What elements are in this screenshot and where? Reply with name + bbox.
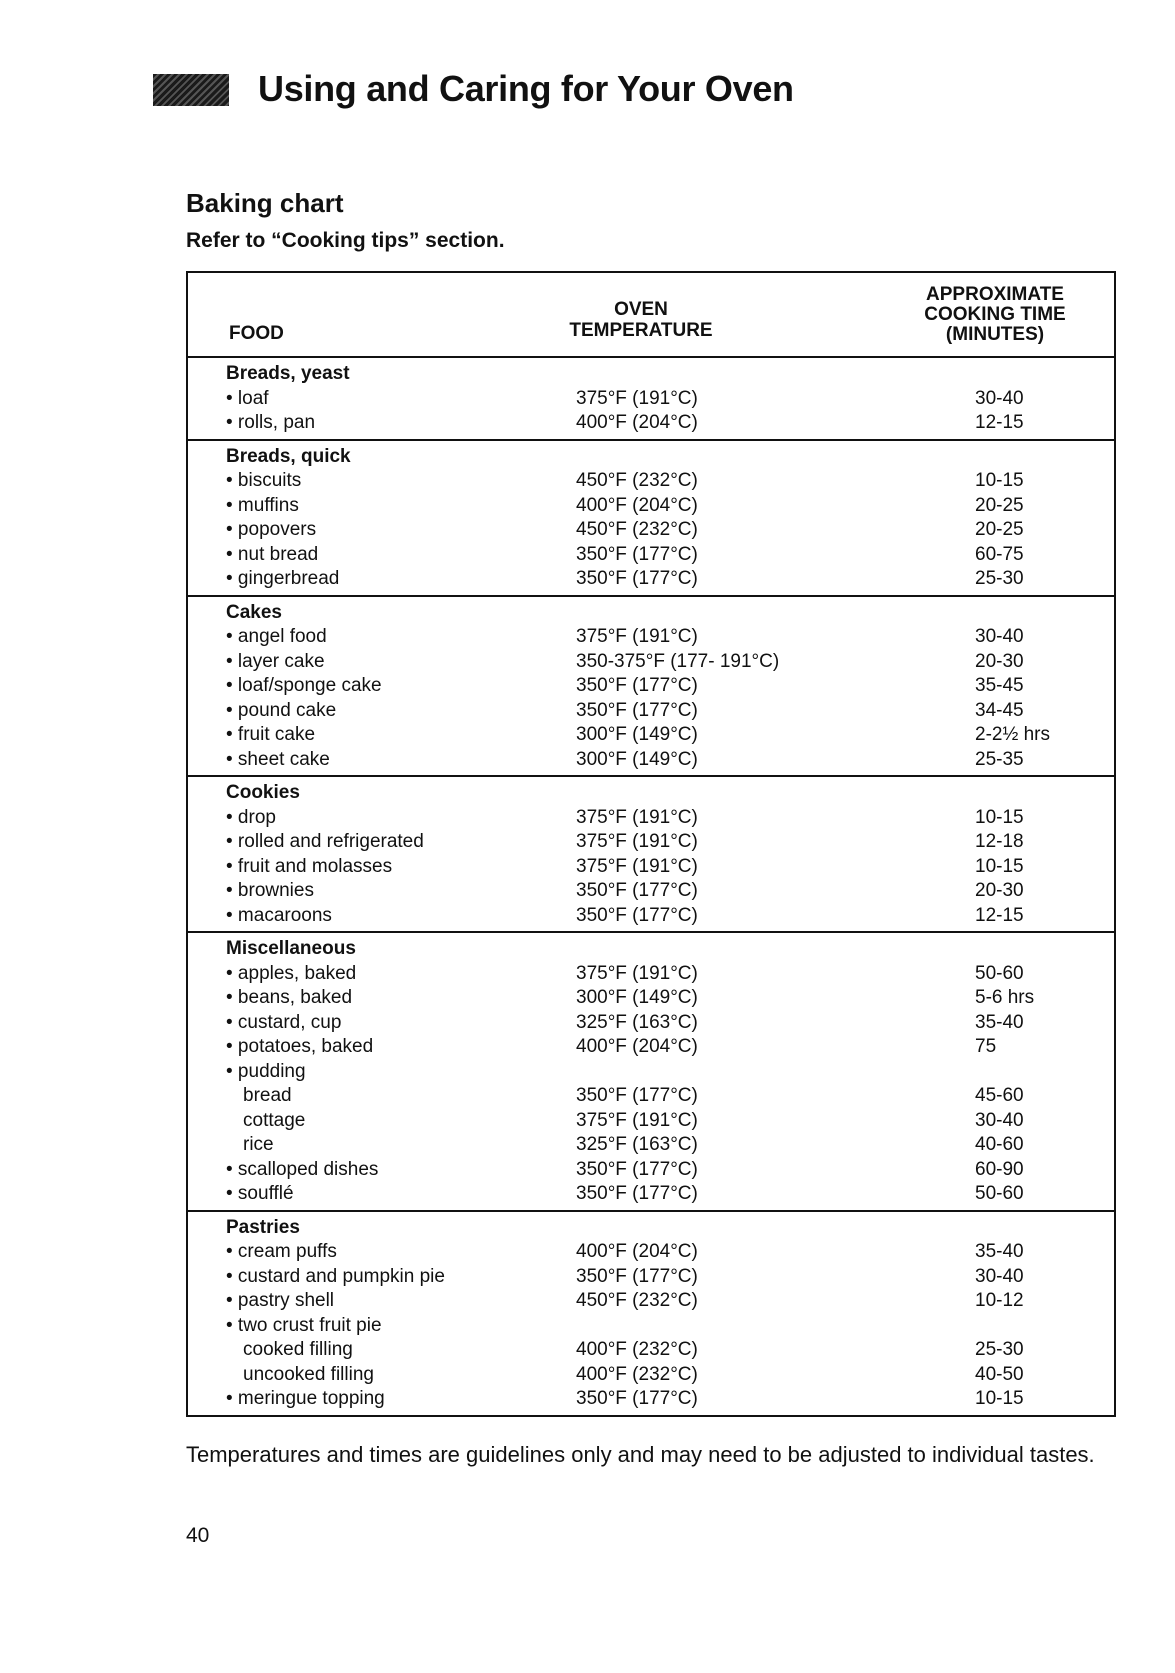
category-row bbox=[188, 937, 1114, 962]
page-header-title: Using and Caring for Your Oven bbox=[258, 68, 794, 109]
time-cell: 40-50 bbox=[975, 1363, 1024, 1385]
table-row bbox=[188, 1035, 1114, 1060]
time-cell: 30-40 bbox=[975, 626, 1024, 647]
table-row bbox=[188, 879, 1114, 904]
baking-chart-table bbox=[186, 271, 1116, 1417]
temperature-cell: 375°F (191°C) bbox=[576, 387, 698, 409]
category-row bbox=[188, 601, 1114, 626]
food-cell: • cream puffs bbox=[226, 1241, 337, 1262]
time-cell: 35-40 bbox=[975, 1241, 1024, 1262]
table-row bbox=[188, 1133, 1114, 1158]
time-cell: 10-15 bbox=[975, 806, 1024, 828]
category-label: Breads, yeast bbox=[226, 363, 350, 384]
table-row bbox=[188, 494, 1114, 519]
temperature-cell: 400°F (204°C) bbox=[576, 1241, 698, 1262]
temperature-cell: 300°F (149°C) bbox=[576, 987, 698, 1008]
table-row bbox=[188, 674, 1114, 699]
table-header bbox=[188, 273, 1114, 358]
table-row bbox=[188, 1240, 1114, 1265]
table-row bbox=[188, 1084, 1114, 1109]
column-header-time-line3: (MINUTES) bbox=[945, 324, 1045, 345]
table-row bbox=[188, 748, 1114, 773]
food-cell: • pudding bbox=[226, 1060, 306, 1082]
temperature-cell: 325°F (163°C) bbox=[576, 1011, 698, 1033]
time-cell: 10-15 bbox=[975, 470, 1024, 491]
food-cell: • pastry shell bbox=[226, 1290, 335, 1311]
temperature-cell: 325°F (163°C) bbox=[576, 1134, 698, 1155]
food-cell: • layer cake bbox=[226, 650, 325, 672]
column-header-temperature-line1: OVEN bbox=[614, 299, 668, 320]
temperature-cell: 350°F (177°C) bbox=[576, 1085, 698, 1106]
table-group bbox=[188, 933, 1114, 1212]
temperature-cell: 375°F (191°C) bbox=[576, 626, 698, 647]
food-cell: • meringue topping bbox=[226, 1388, 385, 1409]
time-cell: 60-90 bbox=[975, 1158, 1024, 1180]
food-cell: • pound cake bbox=[226, 699, 337, 721]
category-label: Cakes bbox=[226, 601, 282, 623]
column-header-temperature bbox=[560, 299, 722, 341]
category-row bbox=[188, 362, 1114, 387]
temperature-cell: 300°F (149°C) bbox=[576, 724, 698, 745]
food-cell: • soufflé bbox=[226, 1183, 294, 1204]
food-cell: bread bbox=[243, 1085, 292, 1106]
time-cell: 25-35 bbox=[975, 748, 1024, 770]
table-row bbox=[188, 699, 1114, 724]
table-row bbox=[188, 1314, 1114, 1339]
food-cell: • angel food bbox=[226, 626, 327, 647]
table-row bbox=[188, 1265, 1114, 1290]
temperature-cell: 400°F (204°C) bbox=[576, 1036, 698, 1057]
food-cell: • custard, cup bbox=[226, 1011, 342, 1033]
table-group bbox=[188, 358, 1114, 441]
temperature-cell: 375°F (191°C) bbox=[576, 831, 698, 852]
temperature-cell: 400°F (204°C) bbox=[576, 412, 698, 433]
time-cell: 30-40 bbox=[975, 1109, 1024, 1131]
time-cell: 35-40 bbox=[975, 1011, 1024, 1033]
temperature-cell: 400°F (232°C) bbox=[576, 1363, 698, 1385]
temperature-cell: 350°F (177°C) bbox=[576, 1265, 698, 1287]
time-cell: 30-40 bbox=[975, 387, 1024, 409]
temperature-cell: 375°F (191°C) bbox=[576, 855, 698, 877]
table-row bbox=[188, 1011, 1114, 1036]
food-cell: • gingerbread bbox=[226, 568, 340, 589]
table-group bbox=[188, 597, 1114, 778]
table-row bbox=[188, 1338, 1114, 1363]
food-cell: • apples, baked bbox=[226, 962, 357, 984]
table-row bbox=[188, 387, 1114, 412]
category-row bbox=[188, 445, 1114, 470]
food-cell: • loaf bbox=[226, 387, 269, 409]
time-cell: 10-15 bbox=[975, 1388, 1024, 1409]
header-logo-graphic bbox=[153, 74, 229, 106]
table-row bbox=[188, 1109, 1114, 1134]
time-cell: 5-6 hrs bbox=[975, 987, 1035, 1008]
temperature-cell: 350°F (177°C) bbox=[576, 675, 698, 696]
food-cell: • drop bbox=[226, 806, 276, 828]
food-cell: • custard and pumpkin pie bbox=[226, 1265, 445, 1287]
table-row bbox=[188, 1363, 1114, 1388]
food-cell: • fruit cake bbox=[226, 724, 316, 745]
food-cell: • brownies bbox=[226, 880, 314, 901]
temperature-cell: 350°F (177°C) bbox=[576, 543, 698, 565]
temperature-cell: 350°F (177°C) bbox=[576, 568, 698, 589]
time-cell: 50-60 bbox=[975, 962, 1024, 984]
food-cell: uncooked filling bbox=[243, 1363, 374, 1385]
food-cell: cottage bbox=[243, 1109, 306, 1131]
temperature-cell: 350°F (177°C) bbox=[576, 699, 698, 721]
time-cell: 25-30 bbox=[975, 568, 1024, 589]
table-row bbox=[188, 543, 1114, 568]
food-cell: rice bbox=[243, 1134, 274, 1155]
category-row bbox=[188, 781, 1114, 806]
table-row bbox=[188, 962, 1114, 987]
temperature-cell: 450°F (232°C) bbox=[576, 1290, 698, 1311]
temperature-cell: 375°F (191°C) bbox=[576, 806, 698, 828]
time-cell: 12-18 bbox=[975, 831, 1024, 852]
time-cell: 2-2½ hrs bbox=[975, 724, 1050, 745]
temperature-cell: 350-375°F (177- 191°C) bbox=[576, 650, 780, 672]
category-label: Miscellaneous bbox=[226, 938, 356, 959]
footnote: Temperatures and times are guidelines only and may need to be adjusted to individual tastes. bbox=[186, 1442, 1095, 1467]
table-row bbox=[188, 855, 1114, 880]
column-header-food: FOOD bbox=[229, 323, 284, 344]
table-group bbox=[188, 1212, 1114, 1415]
food-cell: • popovers bbox=[226, 519, 317, 540]
column-header-time-line1: APPROXIMATE bbox=[926, 284, 1064, 305]
time-cell: 75 bbox=[975, 1036, 997, 1057]
time-cell: 25-30 bbox=[975, 1339, 1024, 1360]
table-row bbox=[188, 986, 1114, 1011]
table-group bbox=[188, 777, 1114, 933]
table-group bbox=[188, 441, 1114, 597]
food-cell: • fruit and molasses bbox=[226, 855, 393, 877]
food-cell: • muffins bbox=[226, 494, 299, 516]
page-number: 40 bbox=[186, 1524, 210, 1547]
time-cell: 20-30 bbox=[975, 650, 1024, 672]
temperature-cell: 300°F (149°C) bbox=[576, 748, 698, 770]
column-header-time bbox=[906, 285, 1084, 345]
temperature-cell: 450°F (232°C) bbox=[576, 519, 698, 540]
temperature-cell: 375°F (191°C) bbox=[576, 962, 698, 984]
table-body bbox=[188, 358, 1114, 1415]
temperature-cell: 350°F (177°C) bbox=[576, 1158, 698, 1180]
time-cell: 10-15 bbox=[975, 855, 1024, 877]
temperature-cell: 400°F (232°C) bbox=[576, 1339, 698, 1360]
column-header-time-line2: COOKING TIME bbox=[924, 304, 1066, 325]
category-label: Cookies bbox=[226, 782, 300, 803]
food-cell: cooked filling bbox=[243, 1339, 353, 1360]
table-row bbox=[188, 1060, 1114, 1085]
food-cell: • biscuits bbox=[226, 470, 302, 491]
food-cell: • beans, baked bbox=[226, 987, 353, 1008]
food-cell: • sheet cake bbox=[226, 748, 330, 770]
time-cell: 34-45 bbox=[975, 699, 1024, 721]
food-cell: • macaroons bbox=[226, 904, 332, 926]
time-cell: 10-12 bbox=[975, 1290, 1024, 1311]
time-cell: 60-75 bbox=[975, 543, 1024, 565]
category-row bbox=[188, 1216, 1114, 1241]
time-cell: 45-60 bbox=[975, 1085, 1024, 1106]
time-cell: 30-40 bbox=[975, 1265, 1024, 1287]
table-row bbox=[188, 650, 1114, 675]
temperature-cell: 350°F (177°C) bbox=[576, 1388, 698, 1409]
column-header-temperature-line2: TEMPERATURE bbox=[569, 320, 713, 341]
section-subtitle: Refer to “Cooking tips” section. bbox=[186, 229, 505, 252]
time-cell: 50-60 bbox=[975, 1183, 1024, 1204]
food-cell: • rolled and refrigerated bbox=[226, 831, 424, 852]
category-label: Breads, quick bbox=[226, 445, 351, 467]
time-cell: 20-25 bbox=[975, 494, 1024, 516]
food-cell: • two crust fruit pie bbox=[226, 1314, 382, 1336]
time-cell: 35-45 bbox=[975, 675, 1024, 696]
temperature-cell: 400°F (204°C) bbox=[576, 494, 698, 516]
table-row bbox=[188, 411, 1114, 436]
table-row bbox=[188, 806, 1114, 831]
food-cell: • nut bread bbox=[226, 543, 319, 565]
temperature-cell: 350°F (177°C) bbox=[576, 880, 698, 901]
time-cell: 20-30 bbox=[975, 880, 1024, 901]
food-cell: • potatoes, baked bbox=[226, 1036, 374, 1057]
food-cell: • rolls, pan bbox=[226, 412, 316, 433]
section-title: Baking chart bbox=[186, 188, 344, 218]
temperature-cell: 375°F (191°C) bbox=[576, 1109, 698, 1131]
table-row bbox=[188, 567, 1114, 592]
table-row bbox=[188, 1289, 1114, 1314]
table-row bbox=[188, 723, 1114, 748]
food-cell: • loaf/sponge cake bbox=[226, 675, 382, 696]
table-row bbox=[188, 830, 1114, 855]
table-row bbox=[188, 904, 1114, 929]
category-label: Pastries bbox=[226, 1216, 300, 1238]
food-cell: • scalloped dishes bbox=[226, 1158, 379, 1180]
temperature-cell: 350°F (177°C) bbox=[576, 904, 698, 926]
table-row bbox=[188, 518, 1114, 543]
time-cell: 40-60 bbox=[975, 1134, 1024, 1155]
time-cell: 12-15 bbox=[975, 412, 1024, 433]
table-row bbox=[188, 1387, 1114, 1412]
table-row bbox=[188, 625, 1114, 650]
time-cell: 20-25 bbox=[975, 519, 1024, 540]
time-cell: 12-15 bbox=[975, 904, 1024, 926]
temperature-cell: 350°F (177°C) bbox=[576, 1183, 698, 1204]
table-row bbox=[188, 1158, 1114, 1183]
table-row bbox=[188, 469, 1114, 494]
table-row bbox=[188, 1182, 1114, 1207]
temperature-cell: 450°F (232°C) bbox=[576, 470, 698, 491]
